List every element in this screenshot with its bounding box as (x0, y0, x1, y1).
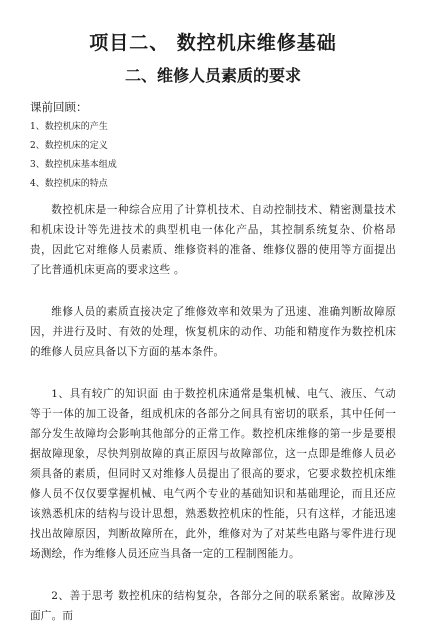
document-title: 项目二、 数控机床维修基础 (89, 32, 337, 54)
paragraph-requirements: 维修人员的素质直接决定了维修效率和效果为了迅速、准确判断故障原因，并进行及时、有效的处理，恢复机床的动作、功能和精度作为数控机床的维修人员应具备以下方面的基本条件。 (30, 306, 396, 358)
review-item: 3、数控机床基本组成 (30, 160, 117, 170)
review-item: 4、数控机床的特点 (30, 179, 108, 189)
review-list (30, 118, 396, 194)
paragraph-intro: 数控机床是一种综合应用了计算机技术、自动控制技术、精密测量技术和机床设计等先进技术的典型机电一体化产品，其控制系统复杂、价格昂贵，因此它对维修人员素质、维修资料的准备、维修仪器的使用等方面提出了比普通机床更高的要求这些 。 (30, 204, 396, 276)
paragraph-knowledge: 1、具有较广的知识面 由于数控机床通常是集机械、电气、液压、气动等于一体的加工设备，组成机床的各部分之间具有密切的联系，其中任何一部分发生故障均会影响其他部分的正常工作。数控机床维修的第一步是要根据故障现象，尽快判别故障的真正原因与故障部位，这一点即是维修人员必须具备的素质，但同时又对维修人员提出了很高的要求，它要求数控机床维修人员不仅仅要掌握机械、电气两个专业的基础知识和基础理论，而且还应该熟悉机床的结构与设计思想，熟悉数控机床的性能，只有这样，才能迅速找出故障原因，判断故障所在，此外，维修对为了对某些电路与零件进行现场测绘，作为维修人员还应当具备一定的工程制图能力。 (30, 388, 396, 560)
review-heading: 课前回顾： (30, 100, 88, 114)
review-item: 1、数控机床的产生 (30, 122, 108, 132)
review-item: 2、数控机床的定义 (30, 141, 108, 151)
paragraph-thinking: 2、善于思考 数控机床的结构复杂，各部分之间的联系紧密。故障涉及面广。而 (30, 590, 396, 622)
section-subtitle: 二、维修人员素质的要求 (124, 66, 301, 85)
